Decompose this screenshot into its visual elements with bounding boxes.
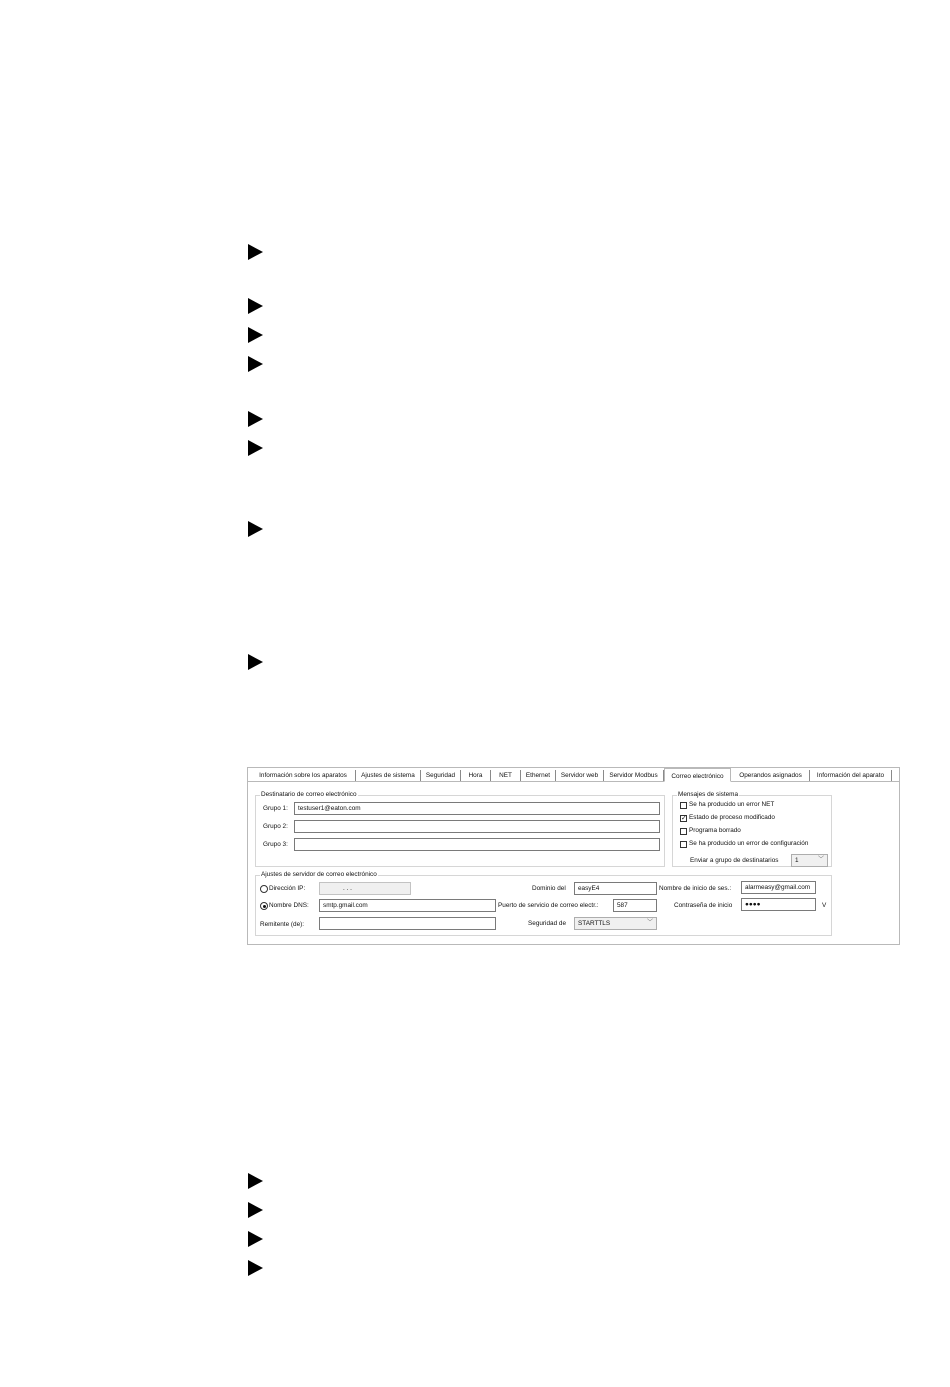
tab-assigned-operands[interactable]: Operandos asignados: [732, 770, 810, 781]
group1-email-field[interactable]: testuser1@eaton.com: [294, 802, 660, 815]
system-messages-group: [672, 791, 832, 867]
security-label: Seguridad de: [528, 920, 567, 927]
send-group-value: 1: [795, 857, 799, 864]
tab-net[interactable]: NET: [491, 770, 521, 781]
bullet-arrow-icon: [248, 411, 263, 427]
program-deleted-label: Programa borrado: [689, 827, 741, 834]
login-name-label: Nombre de inicio de ses.:: [659, 885, 732, 892]
bullet-arrow-icon: [248, 440, 263, 456]
bullet-arrow-icon: [248, 356, 263, 372]
port-field[interactable]: 587: [613, 899, 657, 912]
process-state-label: Estado de proceso modificado: [689, 814, 775, 821]
sender-label: Remitente (de):: [260, 921, 305, 928]
config-error-label: Se ha producido un error de configuración: [689, 840, 809, 847]
tab-security[interactable]: Seguridad: [421, 770, 461, 781]
domain-field[interactable]: easyE4: [574, 882, 657, 895]
net-error-checkbox[interactable]: [680, 802, 687, 809]
tab-web-server[interactable]: Servidor web: [556, 770, 604, 781]
dns-name-field[interactable]: smtp.gmail.com: [319, 899, 496, 912]
recipients-group: [255, 791, 665, 867]
send-group-label: Enviar a grupo de destinatarios: [690, 857, 779, 864]
tab-system-settings[interactable]: Ajustes de sistema: [356, 770, 421, 781]
login-name-field[interactable]: alarmeasy@gmail.com: [741, 881, 816, 894]
ip-address-radio[interactable]: [260, 885, 268, 893]
group2-email-field[interactable]: [294, 820, 660, 833]
program-deleted-checkbox[interactable]: [680, 828, 687, 835]
send-group-select[interactable]: [791, 854, 828, 867]
bullet-arrow-icon: [248, 654, 263, 670]
server-settings-group: [255, 871, 832, 936]
password-field[interactable]: ●●●●: [741, 898, 816, 911]
tab-bar: [248, 768, 899, 782]
port-label: Puerto de servicio de correo electr.:: [498, 902, 599, 909]
chevron-down-icon: ﹀: [646, 920, 653, 926]
dns-name-label: Nombre DNS:: [269, 902, 309, 909]
bullet-arrow-icon: [248, 244, 263, 260]
password-label: Contraseña de inicio: [674, 902, 733, 909]
tab-email[interactable]: Correo electrónico: [664, 768, 731, 782]
bullet-arrow-icon: [248, 1202, 263, 1218]
ip-address-label: Dirección IP:: [269, 885, 306, 892]
security-value: STARTTLS: [578, 920, 611, 927]
bullet-arrow-icon: [248, 521, 263, 537]
domain-label: Dominio del: [532, 885, 566, 892]
group3-label: Grupo 3:: [263, 841, 288, 848]
bullet-arrow-icon: [248, 1231, 263, 1247]
ip-address-field[interactable]: . . .: [319, 882, 411, 895]
bullet-arrow-icon: [248, 298, 263, 314]
group3-email-field[interactable]: [294, 838, 660, 851]
sender-field[interactable]: [319, 917, 496, 930]
process-state-checkbox[interactable]: ✓: [681, 815, 687, 822]
recipients-title: Destinatario de correo electrónico: [261, 791, 357, 798]
config-error-checkbox[interactable]: [680, 841, 687, 848]
bullet-arrow-icon: [248, 1173, 263, 1189]
security-select[interactable]: [574, 917, 657, 930]
tab-ethernet[interactable]: Ethernet: [521, 770, 556, 781]
password-suffix: V: [822, 902, 827, 909]
server-settings-title: Ajustes de servidor de correo electrónico: [261, 871, 377, 878]
group1-label: Grupo 1:: [263, 805, 288, 812]
email-settings-dialog: [247, 767, 900, 945]
net-error-label: Se ha producido un error NET: [689, 801, 775, 808]
bullet-arrow-icon: [248, 327, 263, 343]
tab-device-information[interactable]: Información del aparato: [810, 770, 892, 781]
system-messages-title: Mensajes de sistema: [678, 791, 739, 798]
tab-modbus-server[interactable]: Servidor Modbus: [604, 770, 664, 781]
chevron-down-icon: ﹀: [817, 857, 824, 863]
tab-time[interactable]: Hora: [461, 770, 491, 781]
tab-device-info[interactable]: Información sobre los aparatos: [251, 770, 356, 781]
dns-name-radio[interactable]: [260, 902, 268, 910]
bullet-arrow-icon: [248, 1260, 263, 1276]
group2-label: Grupo 2:: [263, 823, 288, 830]
